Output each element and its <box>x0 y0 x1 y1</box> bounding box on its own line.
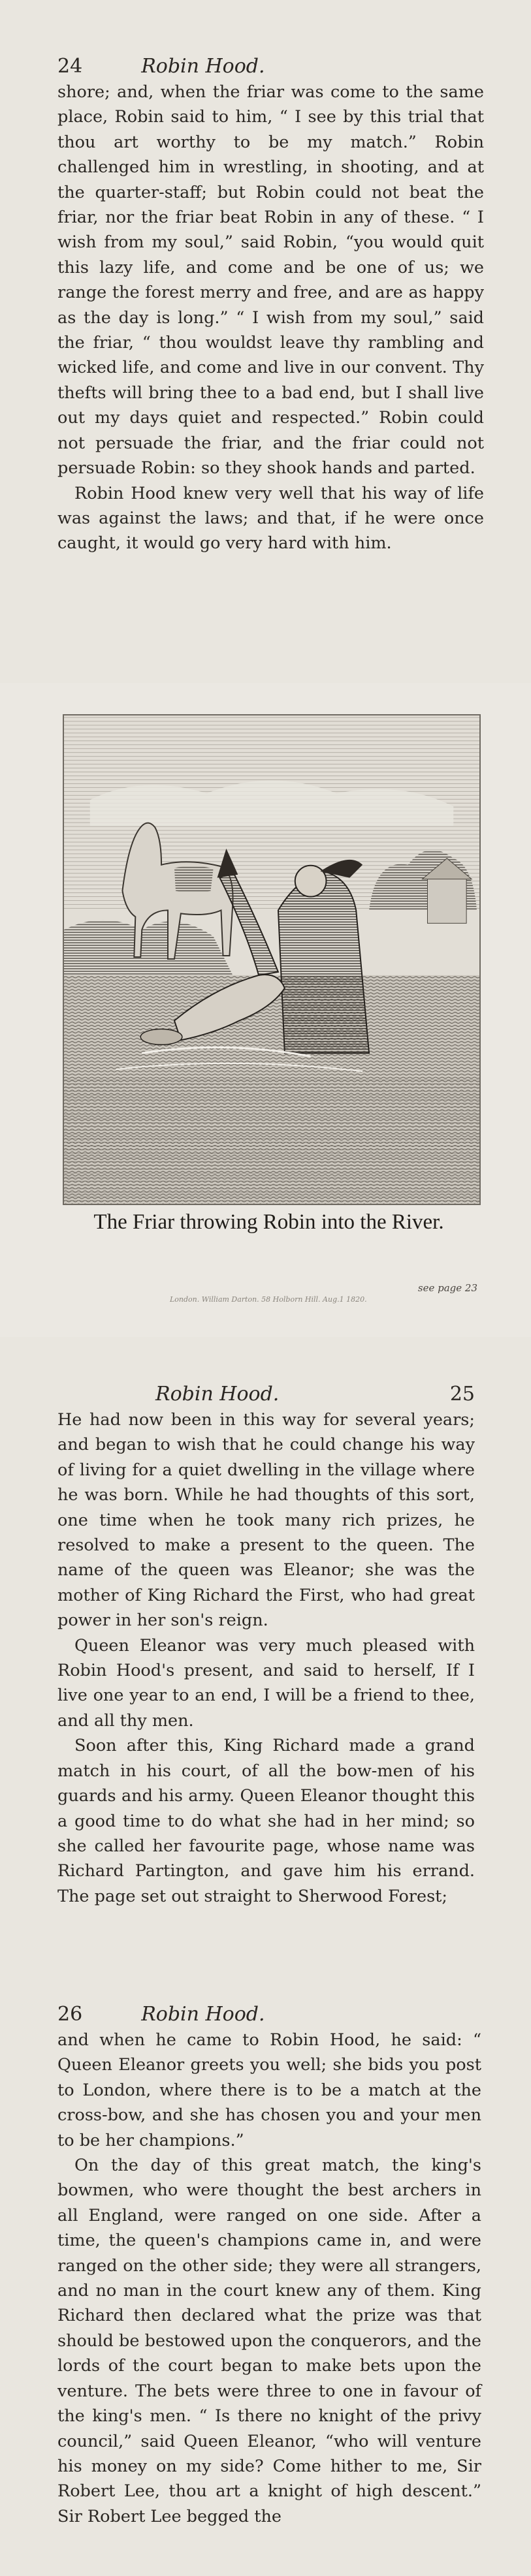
page-number: 24 <box>57 55 83 78</box>
page-24 <box>0 0 531 683</box>
paragraph: Queen Eleanor was very much pleased with Robin Hood's present, and said to herself, If I live one year to an end, I will be a friend to thee, and all thy men. <box>57 1635 475 1731</box>
paragraph: shore; and, when the friar was come to the same place, Robin said to him, “ I see by this trial that thou art worthy to be my match.” Robin challenged him in wrestling, in shooting, and at the quarter-staff; but Robin could not beat the friar, nor the friar beat Robin in any of these. “ I wish from my soul,” said Robin, “you would quit this lazy life, and come and be one of us; we range the forest merry and free, and are as happy as the day is long.” “ I wish from my soul,” said the friar, “ thou wouldst leave thy rambling and wicked life, and come and live in our convent. Thy thefts will bring thee to a bad end, but I shall live out my days quiet and respected.” Robin could not persuade the friar, and the friar could not persuade Robin: so they shook hands and parted. <box>57 82 484 479</box>
running-head <box>57 2003 481 2026</box>
page-25 <box>0 1337 531 1944</box>
running-title: Robin Hood. <box>141 55 265 78</box>
paragraph: Soon after this, King Richard made a grand match in his court, of all the bow-men of his guards and his army. Queen Eleanor thought this a good time to do what she had in her mind; so she called her favourite page, whose name was Richard Partington, and gave him his errand. The page set out straight to Sherwood Forest; <box>57 1736 475 1906</box>
running-head <box>57 55 484 78</box>
see-page-note: see page 23 <box>417 1282 477 1294</box>
paragraph: On the day of this great match, the king's bowmen, who were thought the best archers in all England, were ranged on one side. After a time, the queen's champions came in, and were ranged on the other side; they were all strangers, and no man in the court knew any of them. King Richard then declared what the prize was that should be bestowed upon the conquerors, and the lords of the court began to make bets upon the venture. The bets were three to one in favour of the king's men. “ Is there no knight of the privy council,” said Queen Eleanor, “who will venture his money on my side? Come hither to me, Sir Robert Lee, thou art a knight of high descent.” Sir Robert Lee begged the <box>57 2156 481 2526</box>
running-title: Robin Hood. <box>155 1383 280 1406</box>
body-text <box>57 80 484 556</box>
page-26 <box>0 1944 531 2576</box>
friar-robin-river-engraving <box>64 715 479 1204</box>
page-number: 25 <box>449 1383 475 1406</box>
paragraph: Robin Hood knew very well that his way of life was against the laws; and that, if he were once caught, it would go very hard with him. <box>57 483 484 554</box>
plate-page <box>0 683 531 1337</box>
paragraph: and when he came to Robin Hood, he said: “ Queen Eleanor greets you well; she bids you post to London, where there is to be a match at the cross-bow, and she has chosen you and your men to be her champions.” <box>57 2030 481 2150</box>
publisher-imprint: London. William Darton. 58 Holborn Hill. Aug.1 1820. <box>170 1295 367 1304</box>
plate-caption: The Friar throwing Robin into the River. <box>93 1210 444 1234</box>
running-head <box>57 1383 475 1406</box>
page-number: 26 <box>57 2003 83 2026</box>
body-text <box>57 2028 481 2529</box>
running-title: Robin Hood. <box>141 2003 265 2026</box>
engraving-illustration <box>63 714 481 1205</box>
body-text <box>57 1407 475 1909</box>
paragraph: He had now been in this way for several years; and began to wish that he could change his way of living for a quiet dwelling in the village where he was born. While he had thoughts of this sort, one time when he took many rich prizes, he resolved to make a present to the queen. The name of the queen was Eleanor; she was the mother of King Richard the First, who had great power in her son's reign. <box>57 1410 475 1631</box>
